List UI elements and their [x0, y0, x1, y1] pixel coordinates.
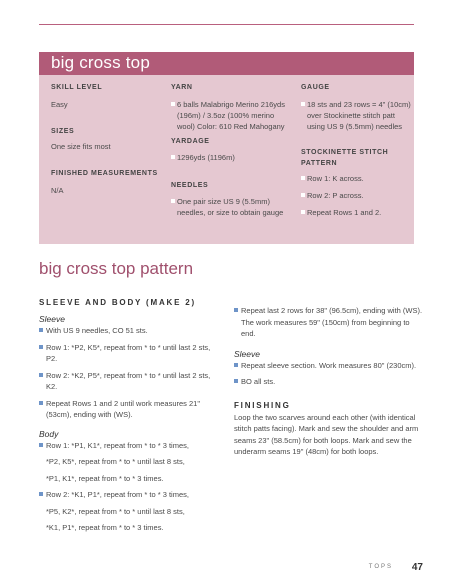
pattern-right-column — [234, 305, 424, 458]
finished-measurements-heading: FINISHED MEASUREMENTS — [51, 170, 158, 177]
body-row-1-line-3: *P1, K1*, repeat from * to * 3 times. — [46, 473, 164, 483]
pattern-left-column — [39, 297, 219, 534]
yarn-heading: YARN — [171, 84, 193, 91]
body-row-2: Row 2: *K1, P1*, repeat from * to * 3 times, — [39, 489, 219, 501]
pattern-title: big cross top pattern — [39, 259, 194, 278]
page-title: big cross top — [51, 53, 150, 72]
footer-section-label: TOPS — [368, 564, 393, 570]
sleeve-cast-on: With US 9 needles, CO 51 sts. — [39, 325, 219, 337]
body-row-1: Row 1: *P1, K1*, repeat from * to * 3 times, — [39, 440, 219, 452]
info-box — [39, 75, 414, 244]
title-band — [39, 52, 414, 75]
finishing-text: Loop the two scarves around each other (with identical stitch patts facing). Mark and sew the shoulder and arm seams 23" (58.5cm) for both loops. Mark and sew the underarm seams 19" (48cm) for both loops. — [234, 412, 419, 456]
page-number: 47 — [411, 562, 423, 573]
sleeve-body-heading: SLEEVE AND BODY (MAKE 2) — [39, 298, 196, 307]
body-row-1-line-2: *P2, K5*, repeat from * to * until last 8 sts, — [46, 457, 185, 466]
bind-off: BO all sts. — [234, 376, 424, 388]
body-repeat: Repeat last 2 rows for 38" (96.5cm), ending with (WS). The work measures 59" (150cm) from beginning to end. — [234, 305, 424, 340]
repeat-sleeve: Repeat sleeve section. Work measures 80" (230cm). — [234, 360, 424, 372]
skill-level-value: Easy — [51, 100, 68, 109]
stockinette-repeat: Repeat Rows 1 and 2. — [301, 207, 411, 218]
yardage-heading: YARDAGE — [171, 138, 210, 145]
body-subheading: Body — [39, 428, 59, 439]
stockinette-heading: STOCKINETTE STITCH PATTERN — [301, 149, 389, 167]
sizes-heading: SIZES — [51, 128, 75, 135]
skill-level-heading: SKILL LEVEL — [51, 84, 103, 91]
gauge-heading: GAUGE — [301, 84, 330, 91]
info-column-1 — [51, 82, 161, 196]
finished-measurements-value: N/A — [51, 186, 64, 195]
sizes-value: One size fits most — [51, 142, 111, 151]
info-column-3 — [301, 82, 411, 218]
gauge-item: 18 sts and 23 rows = 4" (10cm) over Stockinette stitch patt using US 9 (5.5mm) needles — [301, 99, 411, 132]
sleeve-subheading-2: Sleeve — [234, 348, 260, 359]
body-row-2-line-2: *P5, K2*, repeat from * to * until last 8 sts, — [46, 506, 185, 516]
sleeve-row-1: Row 1: *P2, K5*, repeat from * to * until last 2 sts, P2. — [39, 342, 219, 365]
info-column-2 — [171, 82, 293, 218]
sleeve-row-2: Row 2: *K2, P5*, repeat from * to * until last 2 sts, K2. — [39, 370, 219, 393]
sleeve-repeat: Repeat Rows 1 and 2 until work measures 21" (53cm), ending with (WS). — [39, 398, 219, 421]
finishing-heading: FINISHING — [234, 400, 291, 410]
stockinette-row-2: Row 2: P across. — [301, 190, 411, 201]
needles-heading: NEEDLES — [171, 182, 209, 189]
needles-item: One pair size US 9 (5.5mm) needles, or size to obtain gauge — [171, 196, 293, 218]
yarn-item: 6 balls Malabrigo Merino 216yds (196m) / 3.5oz (100% merino wool) Color: 610 Red Mahogany — [171, 99, 293, 132]
body-row-2-line-3: *K1, P1*, repeat from * to * 3 times. — [46, 523, 164, 532]
stockinette-row-1: Row 1: K across. — [301, 173, 411, 184]
top-rule — [39, 24, 414, 25]
yardage-item: 1296yds (1196m) — [171, 152, 293, 163]
sleeve-subheading: Sleeve — [39, 314, 65, 324]
